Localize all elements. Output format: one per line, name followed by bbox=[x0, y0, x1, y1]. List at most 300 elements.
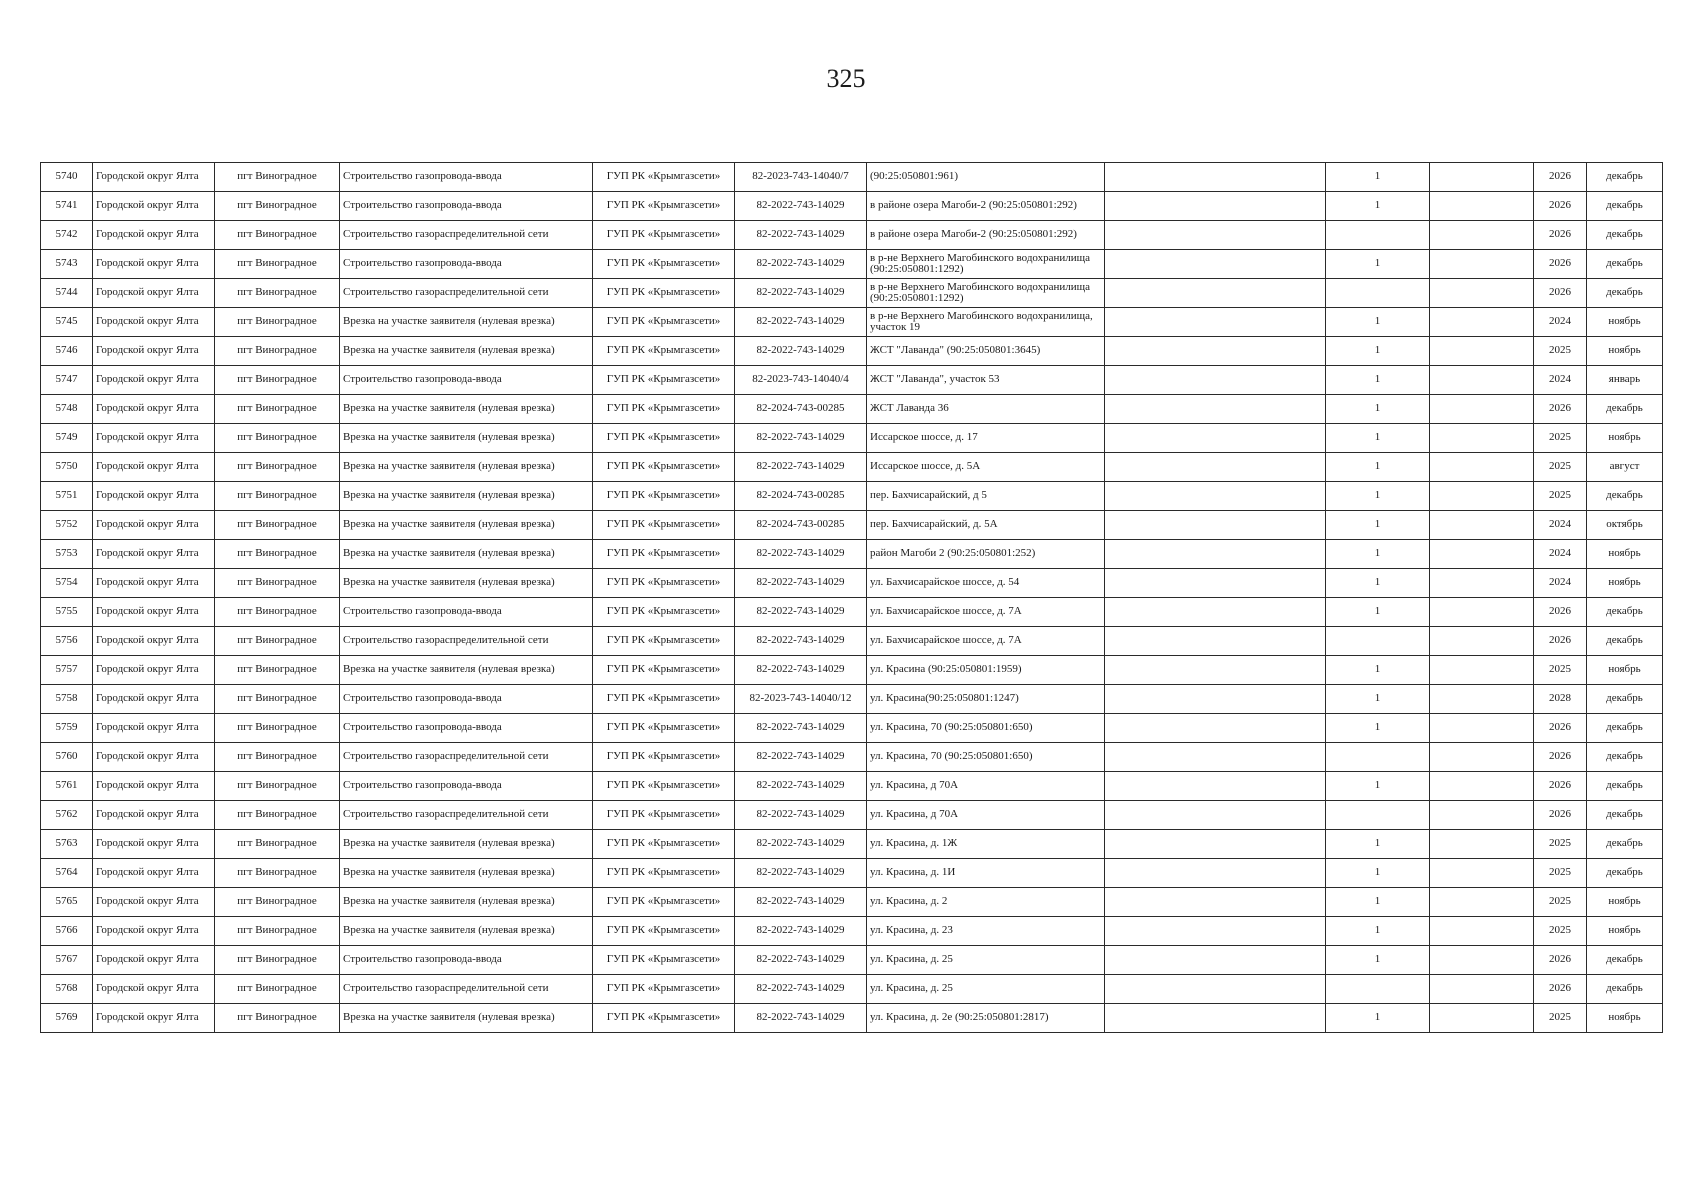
town-cell: пгт Виноградное bbox=[215, 772, 340, 801]
empty-cell bbox=[1430, 801, 1534, 830]
town-cell: пгт Виноградное bbox=[215, 627, 340, 656]
table-row bbox=[41, 308, 1663, 337]
empty-cell bbox=[1105, 308, 1326, 337]
organization-cell: ГУП РК «Крымгазсети» bbox=[593, 975, 735, 1004]
month-cell: ноябрь bbox=[1587, 656, 1663, 685]
district-cell: Городской округ Ялта bbox=[93, 830, 215, 859]
town-cell: пгт Виноградное bbox=[215, 192, 340, 221]
work-type-cell: Врезка на участке заявителя (нулевая врезка) bbox=[340, 859, 593, 888]
organization-cell: ГУП РК «Крымгазсети» bbox=[593, 888, 735, 917]
row-number-cell: 5752 bbox=[41, 511, 93, 540]
empty-cell bbox=[1105, 1004, 1326, 1033]
organization-cell: ГУП РК «Крымгазсети» bbox=[593, 685, 735, 714]
district-cell: Городской округ Ялта bbox=[93, 772, 215, 801]
empty-cell bbox=[1430, 221, 1534, 250]
empty-cell bbox=[1105, 540, 1326, 569]
table-row bbox=[41, 975, 1663, 1004]
table-row bbox=[41, 337, 1663, 366]
empty-cell bbox=[1430, 250, 1534, 279]
program-code-cell: 82-2023-743-14040/7 bbox=[735, 163, 867, 192]
year-cell: 2026 bbox=[1534, 975, 1587, 1004]
address-cell: район Магоби 2 (90:25:050801:252) bbox=[867, 540, 1105, 569]
year-cell: 2026 bbox=[1534, 714, 1587, 743]
row-number-cell: 5767 bbox=[41, 946, 93, 975]
month-cell: декабрь bbox=[1587, 482, 1663, 511]
table-row bbox=[41, 830, 1663, 859]
empty-cell bbox=[1105, 975, 1326, 1004]
empty-cell bbox=[1105, 511, 1326, 540]
address-cell: ул. Красина, д. 25 bbox=[867, 975, 1105, 1004]
program-code-cell: 82-2022-743-14029 bbox=[735, 859, 867, 888]
district-cell: Городской округ Ялта bbox=[93, 279, 215, 308]
organization-cell: ГУП РК «Крымгазсети» bbox=[593, 569, 735, 598]
empty-cell bbox=[1430, 975, 1534, 1004]
town-cell: пгт Виноградное bbox=[215, 656, 340, 685]
year-cell: 2026 bbox=[1534, 163, 1587, 192]
program-code-cell: 82-2022-743-14029 bbox=[735, 772, 867, 801]
organization-cell: ГУП РК «Крымгазсети» bbox=[593, 337, 735, 366]
row-number-cell: 5759 bbox=[41, 714, 93, 743]
year-cell: 2024 bbox=[1534, 511, 1587, 540]
empty-cell bbox=[1430, 337, 1534, 366]
program-code-cell: 82-2022-743-14029 bbox=[735, 569, 867, 598]
table-row bbox=[41, 598, 1663, 627]
year-cell: 2028 bbox=[1534, 685, 1587, 714]
row-number-cell: 5756 bbox=[41, 627, 93, 656]
row-number-cell: 5766 bbox=[41, 917, 93, 946]
empty-cell bbox=[1430, 395, 1534, 424]
month-cell: декабрь bbox=[1587, 192, 1663, 221]
quantity-cell: 1 bbox=[1326, 917, 1430, 946]
work-type-cell: Врезка на участке заявителя (нулевая врезка) bbox=[340, 888, 593, 917]
district-cell: Городской округ Ялта bbox=[93, 598, 215, 627]
empty-cell bbox=[1430, 772, 1534, 801]
quantity-cell: 1 bbox=[1326, 337, 1430, 366]
empty-cell bbox=[1105, 830, 1326, 859]
quantity-cell: 1 bbox=[1326, 395, 1430, 424]
month-cell: декабрь bbox=[1587, 250, 1663, 279]
program-code-cell: 82-2022-743-14029 bbox=[735, 917, 867, 946]
town-cell: пгт Виноградное bbox=[215, 453, 340, 482]
empty-cell bbox=[1430, 656, 1534, 685]
program-code-cell: 82-2022-743-14029 bbox=[735, 656, 867, 685]
month-cell: ноябрь bbox=[1587, 569, 1663, 598]
row-number-cell: 5758 bbox=[41, 685, 93, 714]
organization-cell: ГУП РК «Крымгазсети» bbox=[593, 598, 735, 627]
program-code-cell: 82-2022-743-14029 bbox=[735, 192, 867, 221]
table-row bbox=[41, 917, 1663, 946]
address-cell: в р-не Верхнего Магобинского водохранилища (90:25:050801:1292) bbox=[867, 250, 1105, 279]
quantity-cell: 1 bbox=[1326, 424, 1430, 453]
program-code-cell: 82-2022-743-14029 bbox=[735, 250, 867, 279]
town-cell: пгт Виноградное bbox=[215, 395, 340, 424]
row-number-cell: 5762 bbox=[41, 801, 93, 830]
empty-cell bbox=[1105, 859, 1326, 888]
row-number-cell: 5757 bbox=[41, 656, 93, 685]
organization-cell: ГУП РК «Крымгазсети» bbox=[593, 308, 735, 337]
empty-cell bbox=[1105, 772, 1326, 801]
town-cell: пгт Виноградное bbox=[215, 975, 340, 1004]
row-number-cell: 5741 bbox=[41, 192, 93, 221]
empty-cell bbox=[1105, 163, 1326, 192]
district-cell: Городской округ Ялта bbox=[93, 540, 215, 569]
work-type-cell: Врезка на участке заявителя (нулевая врезка) bbox=[340, 395, 593, 424]
table-row bbox=[41, 279, 1663, 308]
year-cell: 2026 bbox=[1534, 221, 1587, 250]
town-cell: пгт Виноградное bbox=[215, 685, 340, 714]
quantity-cell: 1 bbox=[1326, 192, 1430, 221]
empty-cell bbox=[1105, 598, 1326, 627]
empty-cell bbox=[1105, 656, 1326, 685]
quantity-cell: 1 bbox=[1326, 714, 1430, 743]
quantity-cell: 1 bbox=[1326, 511, 1430, 540]
organization-cell: ГУП РК «Крымгазсети» bbox=[593, 250, 735, 279]
town-cell: пгт Виноградное bbox=[215, 424, 340, 453]
address-cell: ул. Красина, д. 1И bbox=[867, 859, 1105, 888]
town-cell: пгт Виноградное bbox=[215, 1004, 340, 1033]
town-cell: пгт Виноградное bbox=[215, 482, 340, 511]
row-number-cell: 5749 bbox=[41, 424, 93, 453]
month-cell: январь bbox=[1587, 366, 1663, 395]
town-cell: пгт Виноградное bbox=[215, 366, 340, 395]
row-number-cell: 5755 bbox=[41, 598, 93, 627]
district-cell: Городской округ Ялта bbox=[93, 975, 215, 1004]
empty-cell bbox=[1430, 308, 1534, 337]
town-cell: пгт Виноградное bbox=[215, 743, 340, 772]
month-cell: декабрь bbox=[1587, 685, 1663, 714]
empty-cell bbox=[1430, 163, 1534, 192]
district-cell: Городской округ Ялта bbox=[93, 221, 215, 250]
program-code-cell: 82-2022-743-14029 bbox=[735, 801, 867, 830]
row-number-cell: 5740 bbox=[41, 163, 93, 192]
empty-cell bbox=[1430, 917, 1534, 946]
month-cell: декабрь bbox=[1587, 946, 1663, 975]
district-cell: Городской округ Ялта bbox=[93, 308, 215, 337]
district-cell: Городской округ Ялта bbox=[93, 917, 215, 946]
row-number-cell: 5746 bbox=[41, 337, 93, 366]
organization-cell: ГУП РК «Крымгазсети» bbox=[593, 946, 735, 975]
work-type-cell: Врезка на участке заявителя (нулевая врезка) bbox=[340, 453, 593, 482]
district-cell: Городской округ Ялта bbox=[93, 888, 215, 917]
address-cell: в р-не Верхнего Магобинского водохранилища, участок 19 bbox=[867, 308, 1105, 337]
month-cell: ноябрь bbox=[1587, 888, 1663, 917]
table-row bbox=[41, 192, 1663, 221]
work-type-cell: Строительство газопровода-ввода bbox=[340, 192, 593, 221]
empty-cell bbox=[1430, 598, 1534, 627]
empty-cell bbox=[1105, 424, 1326, 453]
district-cell: Городской округ Ялта bbox=[93, 482, 215, 511]
address-cell: ул. Красина, д 70А bbox=[867, 801, 1105, 830]
empty-cell bbox=[1430, 366, 1534, 395]
work-type-cell: Строительство газораспределительной сети bbox=[340, 975, 593, 1004]
empty-cell bbox=[1430, 627, 1534, 656]
work-type-cell: Строительство газопровода-ввода bbox=[340, 366, 593, 395]
year-cell: 2026 bbox=[1534, 598, 1587, 627]
organization-cell: ГУП РК «Крымгазсети» bbox=[593, 1004, 735, 1033]
empty-cell bbox=[1430, 830, 1534, 859]
quantity-cell: 1 bbox=[1326, 830, 1430, 859]
work-type-cell: Врезка на участке заявителя (нулевая врезка) bbox=[340, 830, 593, 859]
month-cell: декабрь bbox=[1587, 279, 1663, 308]
organization-cell: ГУП РК «Крымгазсети» bbox=[593, 714, 735, 743]
table-row bbox=[41, 743, 1663, 772]
month-cell: декабрь bbox=[1587, 163, 1663, 192]
quantity-cell: 1 bbox=[1326, 366, 1430, 395]
district-cell: Городской округ Ялта bbox=[93, 395, 215, 424]
month-cell: декабрь bbox=[1587, 772, 1663, 801]
year-cell: 2026 bbox=[1534, 192, 1587, 221]
district-cell: Городской округ Ялта bbox=[93, 714, 215, 743]
year-cell: 2025 bbox=[1534, 830, 1587, 859]
empty-cell bbox=[1105, 714, 1326, 743]
work-type-cell: Врезка на участке заявителя (нулевая врезка) bbox=[340, 540, 593, 569]
empty-cell bbox=[1430, 540, 1534, 569]
month-cell: ноябрь bbox=[1587, 308, 1663, 337]
year-cell: 2024 bbox=[1534, 366, 1587, 395]
work-type-cell: Врезка на участке заявителя (нулевая врезка) bbox=[340, 337, 593, 366]
year-cell: 2026 bbox=[1534, 772, 1587, 801]
month-cell: декабрь bbox=[1587, 627, 1663, 656]
district-cell: Городской округ Ялта bbox=[93, 1004, 215, 1033]
address-cell: ул. Красина, д. 25 bbox=[867, 946, 1105, 975]
quantity-cell: 1 bbox=[1326, 482, 1430, 511]
year-cell: 2024 bbox=[1534, 308, 1587, 337]
row-number-cell: 5760 bbox=[41, 743, 93, 772]
address-cell: ул. Красина, д. 2е (90:25:050801:2817) bbox=[867, 1004, 1105, 1033]
address-cell: ул. Красина, д. 2 bbox=[867, 888, 1105, 917]
table-row bbox=[41, 656, 1663, 685]
month-cell: декабрь bbox=[1587, 743, 1663, 772]
row-number-cell: 5761 bbox=[41, 772, 93, 801]
organization-cell: ГУП РК «Крымгазсети» bbox=[593, 424, 735, 453]
row-number-cell: 5742 bbox=[41, 221, 93, 250]
month-cell: ноябрь bbox=[1587, 1004, 1663, 1033]
month-cell: октябрь bbox=[1587, 511, 1663, 540]
row-number-cell: 5765 bbox=[41, 888, 93, 917]
table-row bbox=[41, 395, 1663, 424]
empty-cell bbox=[1430, 888, 1534, 917]
page-number: 325 bbox=[826, 64, 866, 93]
organization-cell: ГУП РК «Крымгазсети» bbox=[593, 366, 735, 395]
quantity-cell: 1 bbox=[1326, 250, 1430, 279]
organization-cell: ГУП РК «Крымгазсети» bbox=[593, 801, 735, 830]
empty-cell bbox=[1105, 279, 1326, 308]
address-cell: ЖСТ "Лаванда", участок 53 bbox=[867, 366, 1105, 395]
work-type-cell: Строительство газораспределительной сети bbox=[340, 627, 593, 656]
work-type-cell: Врезка на участке заявителя (нулевая врезка) bbox=[340, 424, 593, 453]
district-cell: Городской округ Ялта bbox=[93, 569, 215, 598]
empty-cell bbox=[1105, 395, 1326, 424]
address-cell: пер. Бахчисарайский, д. 5А bbox=[867, 511, 1105, 540]
work-type-cell: Строительство газораспределительной сети bbox=[340, 221, 593, 250]
address-cell: ЖСТ Лаванда 36 bbox=[867, 395, 1105, 424]
quantity-cell bbox=[1326, 279, 1430, 308]
district-cell: Городской округ Ялта bbox=[93, 366, 215, 395]
address-cell: в районе озера Магоби-2 (90:25:050801:292) bbox=[867, 221, 1105, 250]
year-cell: 2024 bbox=[1534, 540, 1587, 569]
program-code-cell: 82-2022-743-14029 bbox=[735, 888, 867, 917]
work-type-cell: Строительство газопровода-ввода bbox=[340, 250, 593, 279]
district-cell: Городской округ Ялта bbox=[93, 801, 215, 830]
town-cell: пгт Виноградное bbox=[215, 917, 340, 946]
month-cell: август bbox=[1587, 453, 1663, 482]
empty-cell bbox=[1105, 192, 1326, 221]
address-cell: ул. Красина, д 70А bbox=[867, 772, 1105, 801]
address-cell: ул. Бахчисарайское шоссе, д. 7А bbox=[867, 627, 1105, 656]
quantity-cell: 1 bbox=[1326, 946, 1430, 975]
quantity-cell: 1 bbox=[1326, 569, 1430, 598]
organization-cell: ГУП РК «Крымгазсети» bbox=[593, 859, 735, 888]
organization-cell: ГУП РК «Крымгазсети» bbox=[593, 511, 735, 540]
month-cell: декабрь bbox=[1587, 221, 1663, 250]
work-type-cell: Врезка на участке заявителя (нулевая врезка) bbox=[340, 656, 593, 685]
empty-cell bbox=[1105, 801, 1326, 830]
district-cell: Городской округ Ялта bbox=[93, 337, 215, 366]
empty-cell bbox=[1430, 453, 1534, 482]
district-cell: Городской округ Ялта bbox=[93, 511, 215, 540]
program-code-cell: 82-2024-743-00285 bbox=[735, 511, 867, 540]
year-cell: 2026 bbox=[1534, 395, 1587, 424]
month-cell: декабрь bbox=[1587, 395, 1663, 424]
row-number-cell: 5753 bbox=[41, 540, 93, 569]
quantity-cell: 1 bbox=[1326, 772, 1430, 801]
address-cell: в районе озера Магоби-2 (90:25:050801:292) bbox=[867, 192, 1105, 221]
empty-cell bbox=[1430, 685, 1534, 714]
quantity-cell: 1 bbox=[1326, 888, 1430, 917]
program-code-cell: 82-2022-743-14029 bbox=[735, 946, 867, 975]
district-cell: Городской округ Ялта bbox=[93, 250, 215, 279]
address-cell: ул. Красина, 70 (90:25:050801:650) bbox=[867, 743, 1105, 772]
organization-cell: ГУП РК «Крымгазсети» bbox=[593, 540, 735, 569]
empty-cell bbox=[1105, 366, 1326, 395]
empty-cell bbox=[1105, 627, 1326, 656]
program-code-cell: 82-2022-743-14029 bbox=[735, 598, 867, 627]
month-cell: ноябрь bbox=[1587, 424, 1663, 453]
organization-cell: ГУП РК «Крымгазсети» bbox=[593, 743, 735, 772]
year-cell: 2025 bbox=[1534, 482, 1587, 511]
row-number-cell: 5754 bbox=[41, 569, 93, 598]
program-code-cell: 82-2022-743-14029 bbox=[735, 424, 867, 453]
table-row bbox=[41, 511, 1663, 540]
empty-cell bbox=[1105, 743, 1326, 772]
program-code-cell: 82-2022-743-14029 bbox=[735, 830, 867, 859]
year-cell: 2026 bbox=[1534, 627, 1587, 656]
town-cell: пгт Виноградное bbox=[215, 163, 340, 192]
program-code-cell: 82-2022-743-14029 bbox=[735, 1004, 867, 1033]
town-cell: пгт Виноградное bbox=[215, 308, 340, 337]
program-code-cell: 82-2022-743-14029 bbox=[735, 221, 867, 250]
month-cell: декабрь bbox=[1587, 801, 1663, 830]
year-cell: 2026 bbox=[1534, 801, 1587, 830]
empty-cell bbox=[1105, 221, 1326, 250]
year-cell: 2025 bbox=[1534, 656, 1587, 685]
program-code-cell: 82-2023-743-14040/12 bbox=[735, 685, 867, 714]
row-number-cell: 5747 bbox=[41, 366, 93, 395]
town-cell: пгт Виноградное bbox=[215, 888, 340, 917]
table-row bbox=[41, 250, 1663, 279]
address-cell: ул. Бахчисарайское шоссе, д. 7А bbox=[867, 598, 1105, 627]
program-code-cell: 82-2022-743-14029 bbox=[735, 743, 867, 772]
work-type-cell: Врезка на участке заявителя (нулевая врезка) bbox=[340, 1004, 593, 1033]
row-number-cell: 5764 bbox=[41, 859, 93, 888]
district-cell: Городской округ Ялта bbox=[93, 656, 215, 685]
work-type-cell: Врезка на участке заявителя (нулевая врезка) bbox=[340, 917, 593, 946]
row-number-cell: 5748 bbox=[41, 395, 93, 424]
row-number-cell: 5751 bbox=[41, 482, 93, 511]
district-cell: Городской округ Ялта bbox=[93, 743, 215, 772]
year-cell: 2025 bbox=[1534, 337, 1587, 366]
organization-cell: ГУП РК «Крымгазсети» bbox=[593, 221, 735, 250]
town-cell: пгт Виноградное bbox=[215, 540, 340, 569]
table-row bbox=[41, 453, 1663, 482]
program-code-cell: 82-2022-743-14029 bbox=[735, 453, 867, 482]
organization-cell: ГУП РК «Крымгазсети» bbox=[593, 772, 735, 801]
month-cell: ноябрь bbox=[1587, 917, 1663, 946]
program-code-cell: 82-2022-743-14029 bbox=[735, 627, 867, 656]
quantity-cell bbox=[1326, 801, 1430, 830]
registry-table bbox=[40, 162, 1663, 1033]
empty-cell bbox=[1430, 1004, 1534, 1033]
empty-cell bbox=[1105, 337, 1326, 366]
district-cell: Городской округ Ялта bbox=[93, 627, 215, 656]
address-cell: Иссарское шоссе, д. 17 bbox=[867, 424, 1105, 453]
district-cell: Городской округ Ялта bbox=[93, 163, 215, 192]
work-type-cell: Строительство газораспределительной сети bbox=[340, 801, 593, 830]
program-code-cell: 82-2022-743-14029 bbox=[735, 337, 867, 366]
empty-cell bbox=[1105, 917, 1326, 946]
district-cell: Городской округ Ялта bbox=[93, 453, 215, 482]
year-cell: 2025 bbox=[1534, 888, 1587, 917]
address-cell: ЖСТ "Лаванда" (90:25:050801:3645) bbox=[867, 337, 1105, 366]
work-type-cell: Строительство газораспределительной сети bbox=[340, 743, 593, 772]
town-cell: пгт Виноградное bbox=[215, 714, 340, 743]
quantity-cell bbox=[1326, 221, 1430, 250]
quantity-cell bbox=[1326, 627, 1430, 656]
empty-cell bbox=[1430, 511, 1534, 540]
row-number-cell: 5750 bbox=[41, 453, 93, 482]
month-cell: декабрь bbox=[1587, 975, 1663, 1004]
year-cell: 2026 bbox=[1534, 743, 1587, 772]
empty-cell bbox=[1105, 250, 1326, 279]
organization-cell: ГУП РК «Крымгазсети» bbox=[593, 192, 735, 221]
program-code-cell: 82-2022-743-14029 bbox=[735, 714, 867, 743]
year-cell: 2025 bbox=[1534, 453, 1587, 482]
year-cell: 2025 bbox=[1534, 1004, 1587, 1033]
quantity-cell bbox=[1326, 975, 1430, 1004]
empty-cell bbox=[1430, 192, 1534, 221]
table-row bbox=[41, 540, 1663, 569]
work-type-cell: Строительство газопровода-ввода bbox=[340, 163, 593, 192]
row-number-cell: 5743 bbox=[41, 250, 93, 279]
year-cell: 2025 bbox=[1534, 859, 1587, 888]
registry-table-body bbox=[41, 163, 1663, 1033]
work-type-cell: Врезка на участке заявителя (нулевая врезка) bbox=[340, 511, 593, 540]
organization-cell: ГУП РК «Крымгазсети» bbox=[593, 163, 735, 192]
district-cell: Городской округ Ялта bbox=[93, 859, 215, 888]
work-type-cell: Строительство газопровода-ввода bbox=[340, 714, 593, 743]
organization-cell: ГУП РК «Крымгазсети» bbox=[593, 627, 735, 656]
table-row bbox=[41, 685, 1663, 714]
month-cell: декабрь bbox=[1587, 714, 1663, 743]
empty-cell bbox=[1430, 859, 1534, 888]
year-cell: 2025 bbox=[1534, 917, 1587, 946]
empty-cell bbox=[1105, 946, 1326, 975]
address-cell: (90:25:050801:961) bbox=[867, 163, 1105, 192]
empty-cell bbox=[1430, 743, 1534, 772]
table-row bbox=[41, 569, 1663, 598]
address-cell: пер. Бахчисарайский, д 5 bbox=[867, 482, 1105, 511]
town-cell: пгт Виноградное bbox=[215, 221, 340, 250]
